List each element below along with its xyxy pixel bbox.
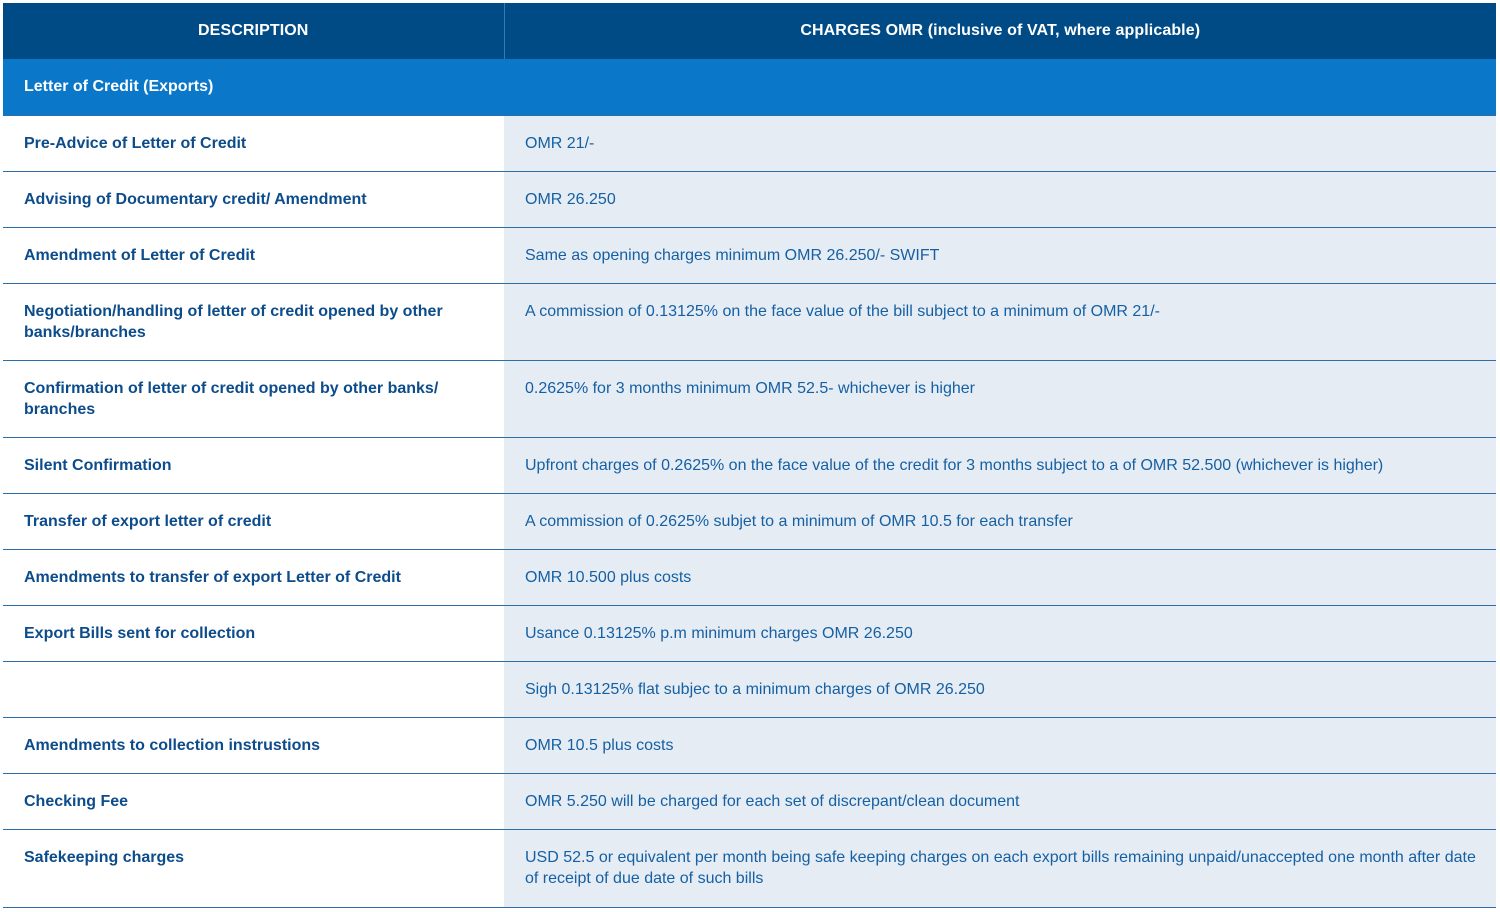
- table-row: [3, 361, 1496, 438]
- table-row: [3, 116, 1496, 172]
- column-header-charges: CHARGES OMR (inclusive of VAT, where applicable): [504, 3, 1496, 59]
- row-description: Amendments to transfer of export Letter of Credit: [3, 550, 504, 606]
- table-row: [3, 228, 1496, 284]
- row-charge: Usance 0.13125% p.m minimum charges OMR 26.250: [504, 606, 1496, 662]
- row-description: Pre-Advice of Letter of Credit: [3, 116, 504, 172]
- row-charge: USD 52.5 or equivalent per month being safe keeping charges on each export bills remaining unpaid/unaccepted one month after date of receipt of due date of such bills: [504, 830, 1496, 908]
- table-row: [3, 550, 1496, 606]
- row-description: Amendments to collection instrustions: [3, 718, 504, 774]
- row-description: [3, 662, 504, 718]
- table-row: [3, 172, 1496, 228]
- row-charge: Sigh 0.13125% flat subjec to a minimum charges of OMR 26.250: [504, 662, 1496, 718]
- header-row: [3, 3, 1496, 59]
- charges-table: [3, 3, 1496, 908]
- row-charge: A commission of 0.13125% on the face value of the bill subject to a minimum of OMR 21/-: [504, 284, 1496, 361]
- row-description: Advising of Documentary credit/ Amendment: [3, 172, 504, 228]
- table-body: [3, 59, 1496, 908]
- table-row: [3, 606, 1496, 662]
- row-charge: OMR 21/-: [504, 116, 1496, 172]
- row-description: Silent Confirmation: [3, 438, 504, 494]
- row-charge: A commission of 0.2625% subjet to a minimum of OMR 10.5 for each transfer: [504, 494, 1496, 550]
- row-charge: OMR 10.5 plus costs: [504, 718, 1496, 774]
- table-row: [3, 718, 1496, 774]
- row-description: Confirmation of letter of credit opened by other banks/ branches: [3, 361, 504, 438]
- row-charge: OMR 5.250 will be charged for each set of discrepant/clean document: [504, 774, 1496, 830]
- table-row: [3, 774, 1496, 830]
- row-description: Amendment of Letter of Credit: [3, 228, 504, 284]
- row-charge: OMR 26.250: [504, 172, 1496, 228]
- row-charge: Upfront charges of 0.2625% on the face value of the credit for 3 months subject to a of OMR 52.500 (whichever is higher): [504, 438, 1496, 494]
- section-row: [3, 59, 1496, 116]
- section-title: Letter of Credit (Exports): [3, 59, 1496, 116]
- row-description: Checking Fee: [3, 774, 504, 830]
- table-row: [3, 830, 1496, 908]
- row-description: Transfer of export letter of credit: [3, 494, 504, 550]
- row-description: Safekeeping charges: [3, 830, 504, 908]
- column-header-description: DESCRIPTION: [3, 3, 504, 59]
- row-description: Negotiation/handling of letter of credit opened by other banks/branches: [3, 284, 504, 361]
- table-row: [3, 494, 1496, 550]
- row-charge: Same as opening charges minimum OMR 26.250/- SWIFT: [504, 228, 1496, 284]
- table-header: [3, 3, 1496, 59]
- table-row: [3, 438, 1496, 494]
- row-description: Export Bills sent for collection: [3, 606, 504, 662]
- table-row: [3, 284, 1496, 361]
- row-charge: 0.2625% for 3 months minimum OMR 52.5- whichever is higher: [504, 361, 1496, 438]
- row-charge: OMR 10.500 plus costs: [504, 550, 1496, 606]
- table-row: [3, 662, 1496, 718]
